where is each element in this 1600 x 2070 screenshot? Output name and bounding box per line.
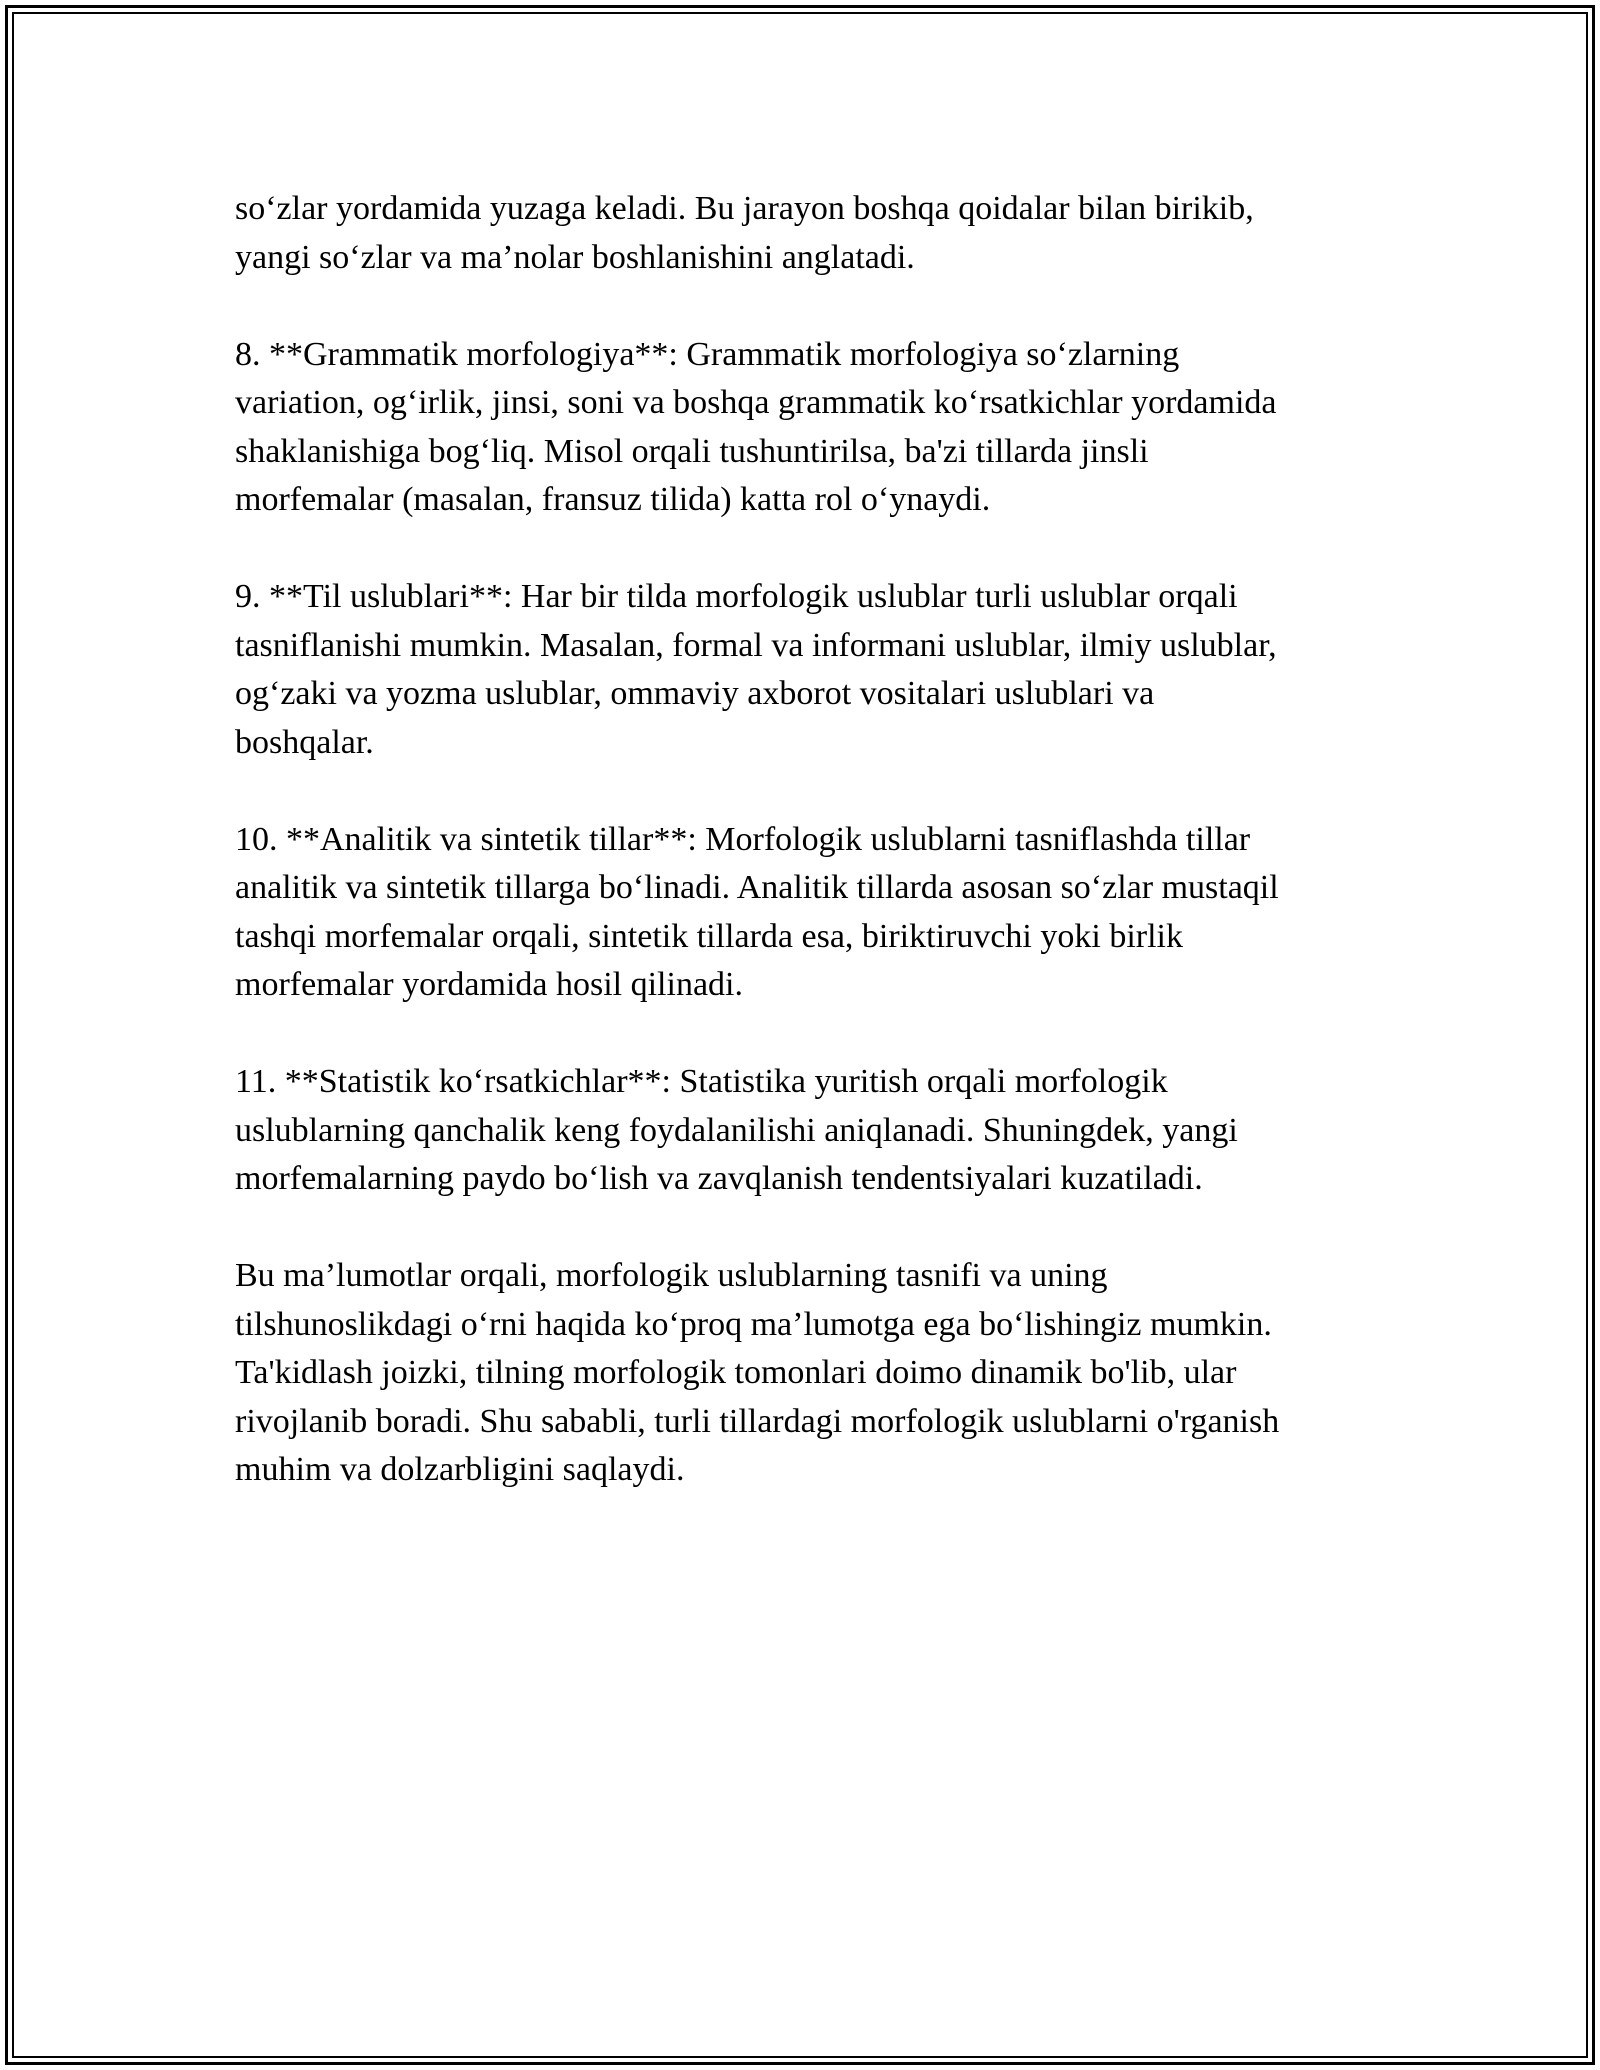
paragraph-conclusion: Bu ma’lumotlar orqali, morfologik uslublarning tasnifi va uning tilshunoslikdagi o‘rni haqida ko‘proq ma’lumotga ega bo‘lishingiz mumkin. Ta'kidlash joizki, tilning morfologik tomonlari doimo dinamik bo'lib, ular rivojlanib boradi. Shu sababli, turli tillardagi morfologik uslublarni o'rganish muhim va dolzarbligini saqlaydi. bbox=[235, 1257, 1280, 1488]
document-body bbox=[235, 185, 1385, 1543]
paragraph-item-9: 9. **Til uslublari**: Har bir tilda morfologik uslublar turli uslublar orqali tasniflanishi mumkin. Masalan, formal va informani uslublar, ilmiy uslublar, og‘zaki va yozma uslublar, ommaviy axborot vositalari uslublari va boshqalar. bbox=[235, 578, 1277, 761]
paragraph-item-11: 11. **Statistik ko‘rsatkichlar**: Statistika yuritish orqali morfologik uslublarning qanchalik keng foydalanilishi aniqlanadi. Shuningdek, yangi morfemalarning paydo bo‘lish va zavqlanish tendentsiyalari kuzatiladi. bbox=[235, 1063, 1238, 1197]
paragraph-item-8: 8. **Grammatik morfologiya**: Grammatik morfologiya so‘zlarning variation, og‘irlik, jinsi, soni va boshqa grammatik ko‘rsatkichlar yordamida shaklanishiga bog‘liq. Misol orqali tushuntirilsa, ba'zi tillarda jinsli morfemalar (masalan, fransuz tilida) katta rol o‘ynaydi. bbox=[235, 335, 1277, 518]
paragraph-item-10: 10. **Analitik va sintetik tillar**: Morfologik uslublarni tasniflashda tillar analitik va sintetik tillarga bo‘linadi. Analitik tillarda asosan so‘zlar mustaqil tashqi morfemalar orqali, sintetik tillarda esa, biriktiruvchi yoki birlik morfemalar yordamida hosil qilinadi. bbox=[235, 820, 1279, 1003]
paragraph-continuation: so‘zlar yordamida yuzaga keladi. Bu jarayon boshqa qoidalar bilan birikib, yangi so‘zlar va ma’nolar boshlanishini anglatadi. bbox=[235, 190, 1254, 276]
